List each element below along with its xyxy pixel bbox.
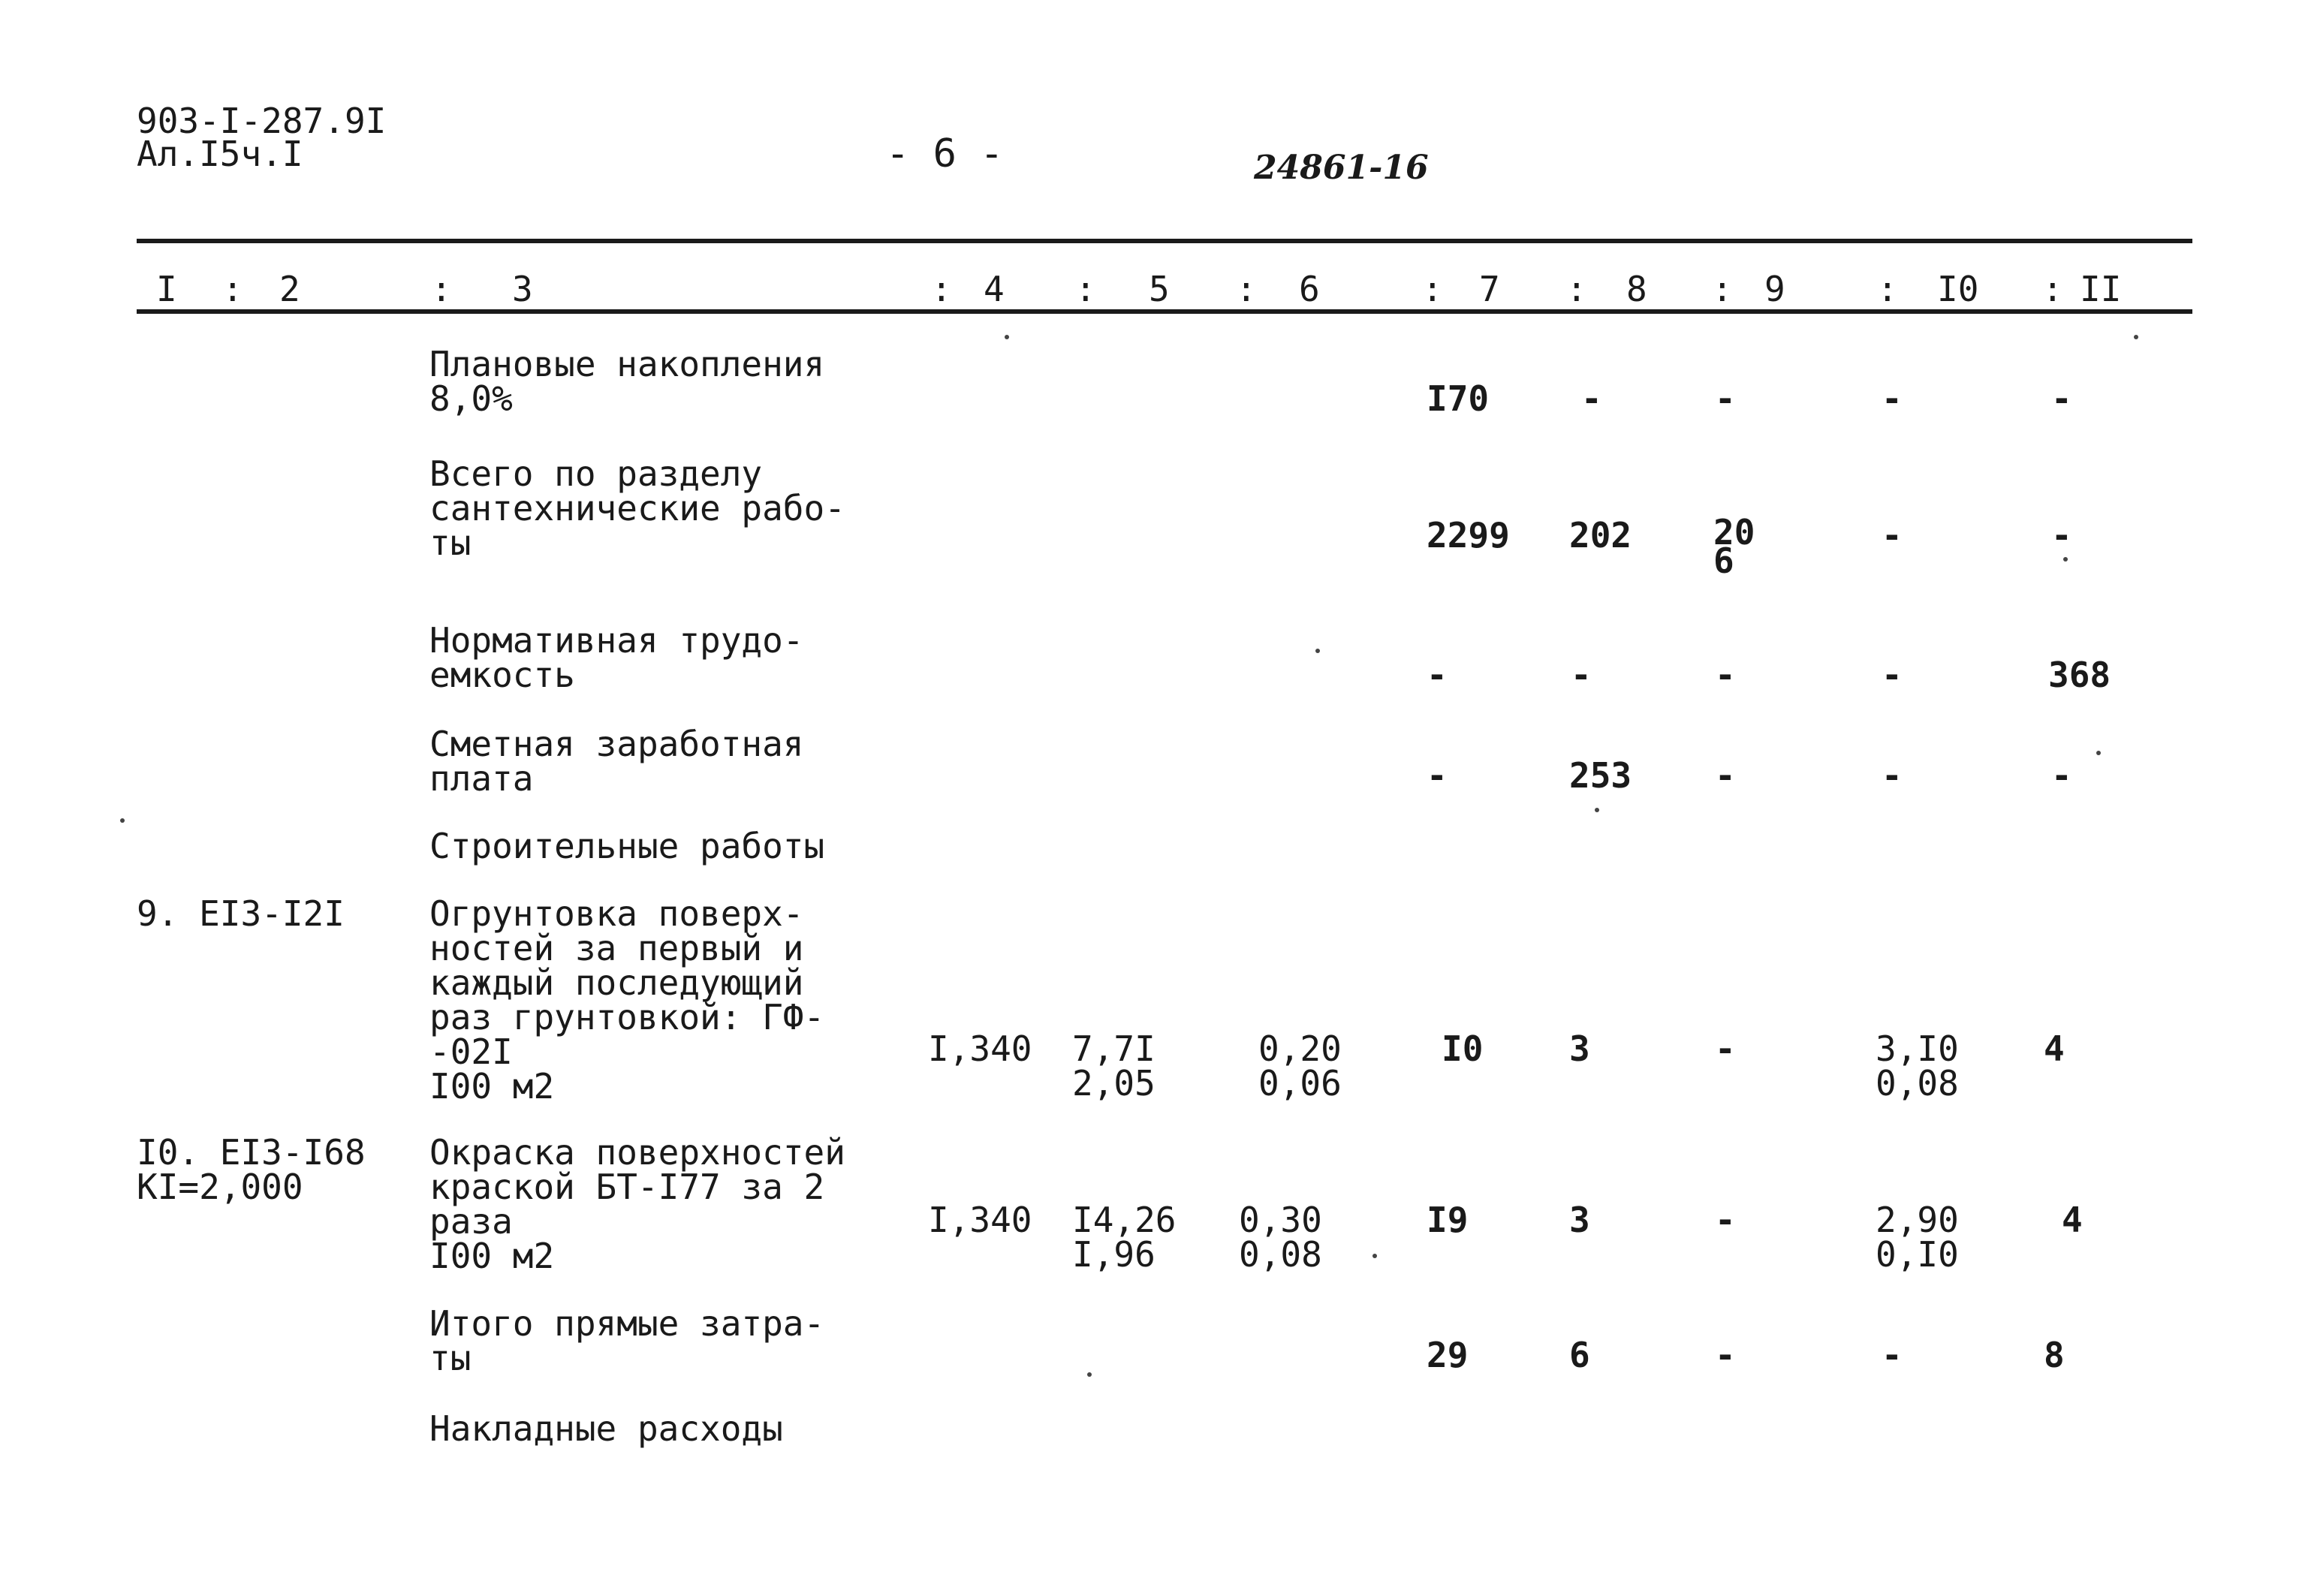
cell-col-10: 2,90 0,I0 (1876, 1200, 1959, 1275)
cell-col-5: I4,26 I,96 (1072, 1200, 1177, 1275)
cell-col-8: 6 (1569, 1335, 1590, 1375)
cell-col-11: 4 (2062, 1200, 2083, 1240)
cell-col-9: - (1715, 1200, 1736, 1240)
row-description: Итого прямые затра- ты (429, 1303, 825, 1378)
col-header-9: 9 (1764, 269, 1785, 309)
cell-col-7: 29 (1427, 1335, 1469, 1375)
cell-col-4: I,340 (928, 1028, 1032, 1069)
cell-col-9: - (1715, 378, 1736, 419)
cell-col-7: - (1427, 755, 1448, 796)
col-header-5: 5 (1149, 269, 1170, 309)
cell-col-8: 3 (1569, 1200, 1590, 1240)
scan-speck (1372, 1254, 1377, 1258)
col-separator: : (1566, 269, 1587, 309)
cell-col-8: - (1571, 655, 1592, 695)
scan-speck (2063, 557, 2068, 562)
row-description: Сметная заработная плата (429, 724, 804, 799)
cell-col-4: I,340 (928, 1200, 1032, 1240)
cell-col-10: - (1882, 655, 1903, 695)
row-description: Плановые накопления 8,0% (429, 344, 825, 419)
col-header-8: 8 (1626, 269, 1647, 309)
cell-col-10: - (1882, 378, 1903, 419)
cell-col-6: 0,30 0,08 (1239, 1200, 1322, 1275)
cell-col-10: - (1882, 515, 1903, 556)
col-header-3: 3 (512, 269, 533, 309)
cell-col-9: - (1715, 1335, 1736, 1375)
table-top-rule (137, 239, 2192, 243)
cell-col-9: 20 6 (1713, 512, 1755, 581)
cell-col-8: 253 (1569, 755, 1632, 796)
cell-col-5: 7,7I 2,05 (1072, 1028, 1156, 1104)
table-header-rule (137, 309, 2192, 314)
item-code: I0. EI3-I68 KI=2,000 (137, 1132, 366, 1207)
col-header-1: I (156, 269, 177, 309)
row-description: Нормативная трудо- емкость (429, 620, 804, 695)
scan-speck (2096, 751, 2101, 755)
cell-col-10: - (1882, 1335, 1903, 1375)
scan-speck (1595, 808, 1599, 812)
col-separator: : (222, 269, 243, 309)
cell-col-9: - (1715, 1028, 1736, 1069)
cell-col-9: - (1715, 655, 1736, 695)
cell-col-7: I0 (1442, 1028, 1484, 1069)
cell-col-7: I70 (1427, 378, 1490, 419)
col-separator: : (2042, 269, 2063, 309)
col-separator: : (1712, 269, 1733, 309)
col-header-11: II (2080, 269, 2122, 309)
col-separator: : (1422, 269, 1443, 309)
cell-col-11: 8 (2044, 1335, 2065, 1375)
col-header-6: 6 (1299, 269, 1320, 309)
section-heading: Строительные работы (429, 826, 825, 866)
cell-col-8: 202 (1569, 515, 1632, 556)
col-header-4: 4 (984, 269, 1005, 309)
cell-col-11: 4 (2044, 1028, 2065, 1069)
album-reference: Ал.I5ч.I (137, 134, 303, 174)
row-description: Огрунтовка поверх- ностей за первый и каждый последующий раз грунтовкой: ГФ- -02I I00 м2 (429, 893, 825, 1107)
col-separator: : (431, 269, 452, 309)
cell-col-10: - (1882, 755, 1903, 796)
col-header-2: 2 (279, 269, 300, 309)
col-separator: : (1236, 269, 1257, 309)
cell-col-7: I9 (1427, 1200, 1469, 1240)
scan-speck (1315, 649, 1320, 653)
item-code: 9. EI3-I2I (137, 893, 345, 934)
cell-col-10: 3,I0 0,08 (1876, 1028, 1959, 1104)
scan-speck (1005, 335, 1009, 339)
col-separator: : (931, 269, 952, 309)
page-number: - 6 - (886, 131, 1004, 176)
cell-col-9: - (1715, 755, 1736, 796)
cell-col-11: 368 (2048, 655, 2111, 695)
handwritten-inventory-number: 24861-16 (1254, 149, 1429, 187)
section-heading: Накладные расходы (429, 1408, 783, 1449)
scan-speck (120, 818, 125, 823)
cell-col-7: 2299 (1427, 515, 1510, 556)
col-header-10: I0 (1937, 269, 1979, 309)
cell-col-11: - (2051, 515, 2072, 556)
cell-col-11: - (2051, 755, 2072, 796)
cell-col-6: 0,20 0,06 (1258, 1028, 1342, 1104)
cell-col-7: - (1427, 655, 1448, 695)
scan-speck (2134, 335, 2138, 339)
document-code: 903-I-287.9I (137, 101, 387, 141)
col-header-7: 7 (1479, 269, 1500, 309)
cell-col-8: 3 (1569, 1028, 1590, 1069)
scan-speck (1087, 1372, 1092, 1377)
col-separator: : (1075, 269, 1096, 309)
col-separator: : (1877, 269, 1898, 309)
row-description: Всего по разделу сантехнические рабо- ты (429, 453, 845, 563)
row-description: Окраска поверхностей краской БТ-I77 за 2 раза I00 м2 (429, 1132, 845, 1276)
cell-col-11: - (2051, 378, 2072, 419)
cell-col-8: - (1581, 378, 1602, 419)
